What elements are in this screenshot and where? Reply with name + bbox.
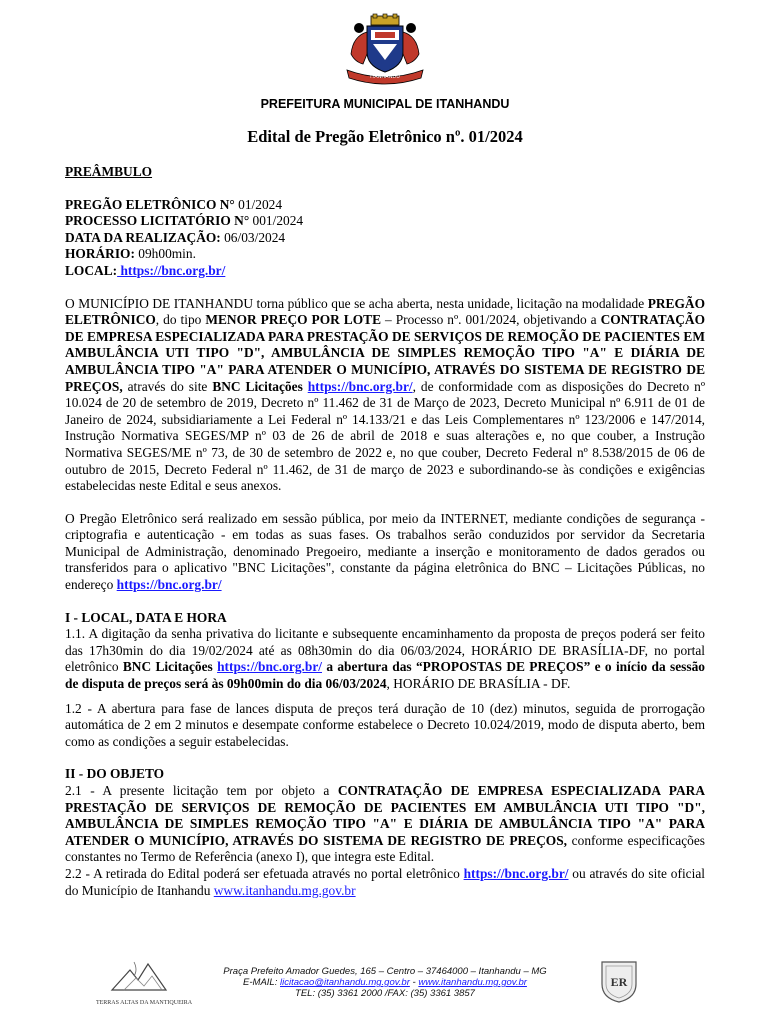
er-seal-text: ER: [610, 975, 628, 989]
field-horario: HORÁRIO: 09h00min.: [65, 246, 196, 262]
intro-paragraph: O MUNICÍPIO DE ITANHANDU torna público que se acha aberta, nesta unidade, licitação na modalidade PREGÃO ELETRÔNICO, do tipo MENOR PREÇO POR LOTE – Processo nº. 001/2024, objetivando a CONTRATAÇÃO DE EMPRESA ESPECIALIZADA PARA PRESTAÇÃO DE SERVIÇOS DE REMOÇÃO DE PACIENTES EM AMBULÂNCIA UTI TIPO "D", AMBULÂNCIA DE SIMPLES REMOÇÃO TIPO "A" E DIÁRIA DE AMBULÂNCIA TIPO "A" PARA ATENDER O MUNICÍPIO, ATRAVÉS DO SISTEMA DE REGISTRO DE PREÇOS, através do site BNC Licitações https://bnc.org.br/, de conformidade com as disposições do Decreto nº 10.024 de 20 de setembro de 2019, Decreto nº 11.462 de 31 de Março de 2023, Decreto Municipal nº 6.911 de 01 de Janeiro de 2024, subsidiariamente a Lei Federal nº 14.133/21 e das Leis Complementares nº 123/2006 e 147/2014, Instrução Normativa SEGES/MP nº 03 de 26 de abril de 2018 e suas alterações e, no que couber, a Instrução Normativa SEGES/ME nº 73, de 30 de setembro de 2022 e, no que couber, Decreto Federal nº 8.538/2015 de 06 de outubro de 2015, Decreto Federal nº 11.462, de 31 de março de 2023 e subordinando-se às condições e exigências estabelecidas neste Edital e seus anexos.: [65, 295, 705, 494]
header-title: PREFEITURA MUNICIPAL DE ITANHANDU: [260, 97, 510, 111]
er-seal-icon: [598, 958, 640, 1004]
item-1-2: 1.2 - A abertura para fase de lances disputa de preços terá duração de 10 (dez) minutos, seguida de prorrogação automática de 2 em 2 minutos e desempate conforme estabelece o Decreto 10.024/2019, modo de disputa aberto, bem como as condições a seguir estabelecidas.: [65, 700, 705, 749]
footer-phone: TEL: (35) 3361 2000 /FAX: (35) 3361 3857: [295, 988, 475, 999]
footer-address: Praça Prefeito Amador Guedes, 165 – Centro – 37464000 – Itanhandu – MG: [223, 966, 547, 977]
bnc-link[interactable]: https://bnc.org.br/: [217, 659, 322, 675]
item-2-1: 2.1 - A presente licitação tem por objeto a CONTRATAÇÃO DE EMPRESA ESPECIALIZADA PARA PRESTAÇÃO DE SERVIÇOS DE REMOÇÃO DE PACIENTES EM AMBULÂNCIA UTI TIPO "D", AMBULÂNCIA DE SIMPLES REMOÇÃO TIPO "A" E DIÁRIA DE AMBULÂNCIA TIPO "A" PARA ATENDER O MUNICÍPIO, ATRAVÉS DO SISTEMA DE REGISTRO DE PREÇOS, conforme especificações constantes no Termo de Referência (anexo I), que integra este Edital.: [65, 783, 705, 865]
footer-contact: [195, 966, 575, 999]
terras-altas-logo: [95, 956, 193, 1012]
bnc-link[interactable]: https://bnc.org.br/: [307, 378, 413, 394]
item-1-1: 1.1. A digitação da senha privativa do licitante e subsequente encaminhamento da proposta de preços poderá ser feito das 17h30min do dia 19/02/2024 até as 08h30min do dia 06/03/2024, HORÁRIO DE BRASÍLIA-DF, no portal eletrônico BNC Licitações https://bnc.org.br/ a abertura das “PROPOSTAS DE PREÇOS” e o início da sessão de disputa de preços será às 09h00min do dia 06/03/2024, HORÁRIO DE BRASÍLIA - DF.: [65, 626, 705, 692]
field-pregao: PREGÃO ELETRÔNICO N° 01/2024: [65, 196, 283, 212]
municipal-crest-icon: [337, 14, 433, 82]
bnc-link[interactable]: https://bnc.org.br/: [116, 577, 222, 593]
document-body: [65, 164, 705, 899]
session-paragraph: O Pregão Eletrônico será realizado em sessão pública, por meio da INTERNET, mediante condições de segurança - criptografia e autenticação - em todas as suas fases. Os trabalhos serão conduzidos por servidor da Secretaria Municipal de Administração, denominado Pregoeiro, mediante a inserção e monitoramento de dados gerados ou transferidos para o aplicativo "BNC Licitações", constante da página eletrônica do BNC – Licitações Públicas, no endereço https://bnc.org.br/: [65, 510, 705, 593]
footer-email-line: E-MAIL: licitacao@itanhandu.mg.gov.br - www.itanhandu.mg.gov.br: [243, 977, 527, 988]
terras-altas-text: TERRAS ALTAS DA MANTIQUEIRA: [95, 1000, 193, 1006]
section-heading-local: I - LOCAL, DATA E HORA: [65, 609, 227, 625]
item-2-2: 2.2 - A retirada do Edital poderá ser efetuada através no portal eletrônico https://bnc.org.br/ ou através do site oficial do Município de Itanhandu www.itanhandu.mg.gov.br: [65, 865, 706, 898]
bnc-link[interactable]: https://bnc.org.br/: [463, 865, 569, 881]
page-footer: [0, 966, 770, 1024]
crest-motto: ITANHANDU: [370, 74, 400, 80]
website-link[interactable]: www.itanhandu.mg.gov.br: [418, 977, 527, 988]
field-data: DATA DA REALIZAÇÃO: 06/03/2024: [65, 229, 286, 245]
field-processo: PROCESSO LICITATÓRIO N° 001/2024: [65, 213, 304, 229]
section-heading-objeto: II - DO OBJETO: [65, 766, 165, 782]
municipal-site-link[interactable]: www.itanhandu.mg.gov.br: [213, 882, 356, 898]
email-link[interactable]: licitacao@itanhandu.mg.gov.br: [280, 977, 410, 988]
field-local: LOCAL: https://bnc.org.br/: [65, 262, 226, 278]
local-link[interactable]: https://bnc.org.br/: [117, 262, 226, 278]
document-title: Edital de Pregão Eletrônico nº. 01/2024: [247, 127, 523, 146]
preamble-heading: PREÂMBULO: [65, 164, 153, 179]
